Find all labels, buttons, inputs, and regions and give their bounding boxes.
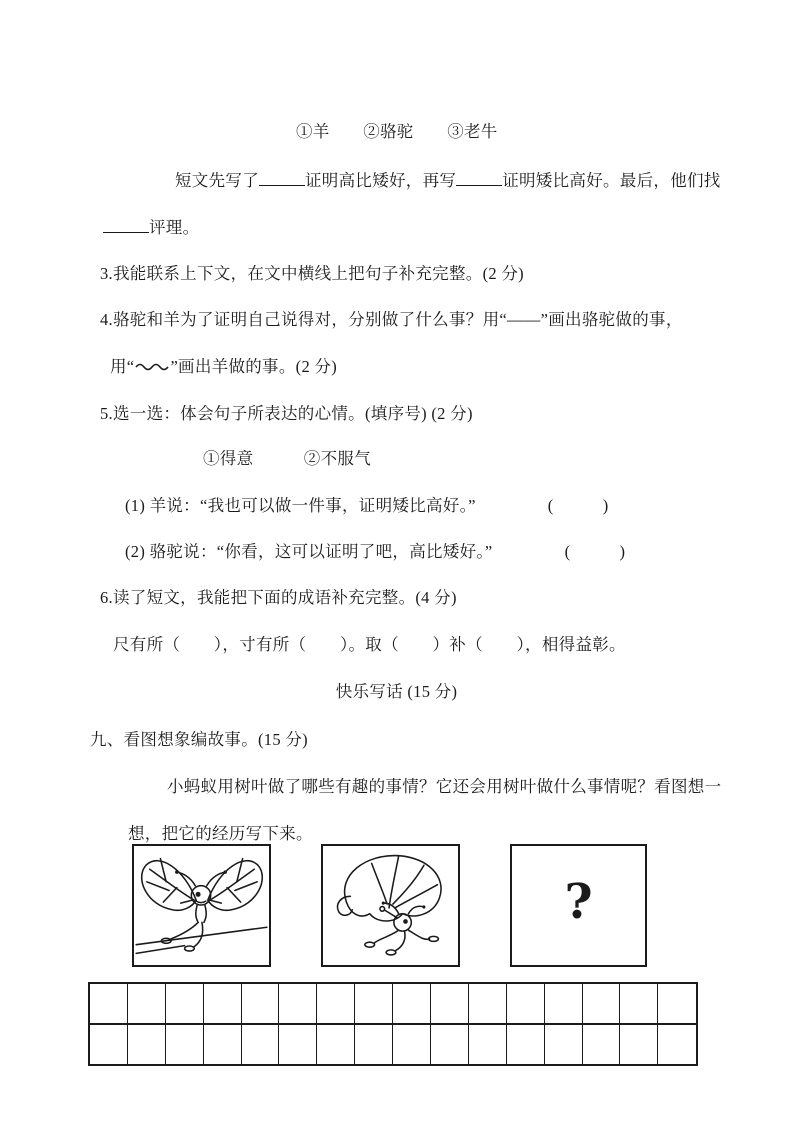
ant-carrying-leaf-canopy-icon bbox=[323, 846, 458, 965]
cloze-sentence-line2 bbox=[103, 217, 199, 239]
writing-grid-cell bbox=[583, 1025, 621, 1064]
fill-blank-2 bbox=[456, 170, 502, 186]
question-9-stem: 九、看图想象编故事。(15 分) bbox=[90, 729, 308, 749]
section-title: 快乐写话 (15 分) bbox=[335, 681, 458, 701]
question-5-item2-text: (2) 骆驼说：“你看，这可以证明了吧，高比矮好。” bbox=[125, 541, 493, 561]
question-6-idiom-line: 尺有所（ ），寸有所（ ）。取（ ）补（ ），相得益彰。 bbox=[113, 634, 626, 654]
writing-grid-cell bbox=[545, 1025, 583, 1064]
question-5-stem: 5.选一选：体会句子所表达的心情。(填序号) (2 分) bbox=[100, 403, 473, 423]
writing-grid-cell bbox=[469, 1025, 507, 1064]
answer-parentheses-1: ( ) bbox=[547, 495, 609, 515]
writing-grid-cell bbox=[128, 1025, 166, 1064]
answer-parentheses-2: ( ) bbox=[564, 541, 626, 561]
writing-grid-cell bbox=[355, 984, 393, 1023]
writing-grid-row bbox=[90, 1025, 696, 1064]
cloze-text-3: 证明矮比高好。最后，他们找 bbox=[502, 170, 721, 190]
question-4-line2-post: ”画出羊做的事。(2 分) bbox=[170, 356, 338, 376]
writing-grid-cell bbox=[620, 1025, 658, 1064]
fill-blank-3 bbox=[103, 217, 149, 233]
writing-grid bbox=[88, 982, 698, 1066]
writing-grid-cell bbox=[658, 1025, 696, 1064]
question-4-line1: 4.骆驼和羊为了证明自己说得对，分别做了什么事？用“——”画出骆驼做的事， bbox=[100, 309, 683, 329]
writing-grid-cell bbox=[128, 984, 166, 1023]
cloze-sentence-line1 bbox=[175, 170, 721, 192]
picture-panel-1 bbox=[132, 844, 271, 967]
writing-grid-cell bbox=[507, 1025, 545, 1064]
writing-grid-cell bbox=[583, 984, 621, 1023]
writing-grid-cell bbox=[279, 1025, 317, 1064]
writing-grid-cell bbox=[469, 984, 507, 1023]
wavy-line-icon bbox=[135, 361, 169, 371]
writing-grid-cell bbox=[279, 984, 317, 1023]
writing-grid-cell bbox=[242, 1025, 280, 1064]
writing-grid-cell bbox=[355, 1025, 393, 1064]
writing-grid-cell bbox=[393, 1025, 431, 1064]
ant-flying-with-leaf-wings-icon bbox=[134, 846, 269, 965]
cloze-text-2: 证明高比矮好，再写 bbox=[305, 170, 457, 190]
writing-grid-cell bbox=[431, 1025, 469, 1064]
question-4-line2 bbox=[110, 356, 337, 378]
cloze-text-1: 短文先写了 bbox=[175, 170, 259, 190]
writing-grid-cell bbox=[242, 984, 280, 1023]
writing-grid-cell bbox=[658, 984, 696, 1023]
writing-grid-row bbox=[90, 984, 696, 1025]
writing-grid-cell bbox=[166, 984, 204, 1023]
writing-grid-cell bbox=[620, 984, 658, 1023]
writing-grid-cell bbox=[545, 984, 583, 1023]
writing-grid-cell bbox=[90, 984, 128, 1023]
answer-options-line: ①羊 ②骆驼 ③老牛 bbox=[296, 121, 498, 141]
writing-grid-cell bbox=[317, 1025, 355, 1064]
question-6-stem: 6.读了短文，我能把下面的成语补充完整。(4 分) bbox=[100, 587, 457, 607]
picture-panel-2 bbox=[321, 844, 460, 967]
writing-grid-cell bbox=[393, 984, 431, 1023]
question-3: 3.我能联系上下文，在文中横线上把句子补充完整。(2 分) bbox=[100, 263, 524, 283]
picture-panel-3 bbox=[510, 844, 647, 967]
question-5-item2 bbox=[125, 541, 625, 563]
question-9-prompt-line2: 想，把它的经历写下来。 bbox=[128, 823, 313, 843]
writing-grid-cell bbox=[90, 1025, 128, 1064]
question-4-line2-pre: 用“ bbox=[110, 356, 135, 376]
writing-grid-cell bbox=[317, 984, 355, 1023]
question-5-item1-text: (1) 羊说：“我也可以做一件事，证明矮比高好。” bbox=[125, 495, 476, 515]
writing-grid-cell bbox=[507, 984, 545, 1023]
writing-grid-cell bbox=[204, 984, 242, 1023]
question-9-prompt-line1: 小蚂蚁用树叶做了哪些有趣的事情？它还会用树叶做什么事情呢？看图想一 bbox=[167, 776, 722, 796]
writing-grid-cell bbox=[431, 984, 469, 1023]
fill-blank-1 bbox=[259, 170, 305, 186]
question-mark: ? bbox=[564, 873, 593, 930]
writing-grid-cell bbox=[204, 1025, 242, 1064]
writing-grid-cell bbox=[166, 1025, 204, 1064]
cloze-text-4: 评理。 bbox=[149, 217, 200, 237]
question-5-choices: ①得意 ②不服气 bbox=[203, 448, 371, 468]
question-5-item1 bbox=[125, 495, 608, 517]
